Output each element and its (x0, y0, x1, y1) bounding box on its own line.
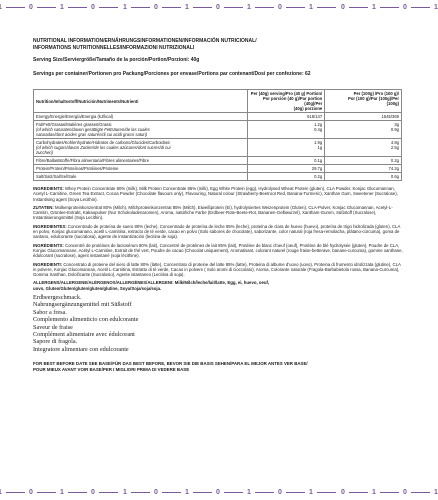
best-before-line-1: FOR BEST BEFORE DATE SEE BASE/FÜR DAS BEST BEFORE, BEVOR SIE DIE BASIS SEHEN/PARA EL MEJOR ANTES VER BASE/ (33, 361, 308, 367)
value: 0.1g (314, 158, 323, 163)
sub-value: 0.9g (390, 127, 399, 132)
band-divider (162, 7, 181, 8)
flavour-line: Integratore alimentare con edulcorante (33, 345, 129, 353)
nutrient-name (34, 173, 248, 181)
band-glyph: 0 (216, 489, 220, 496)
ingredients-es-label: INGREDIENTES: (33, 223, 67, 229)
band-glyph: 1 (372, 4, 376, 11)
band-divider (380, 492, 399, 493)
band-glyph: 0 (216, 4, 220, 11)
flavour-line: Saveur de fraise (33, 323, 73, 331)
band-divider (411, 7, 430, 8)
allergens-line-1: ALLERGENS/ALLERGENE/ALÉRGENOS/ALLERGÈNES/ALLERGENI: Milk/Milch/leche/lait/latte, Egg, ei, huevo, oeuf, (33, 280, 270, 286)
band-divider (6, 492, 25, 493)
header-per-serving-line-1: Per (40g) serving/Pro (40 g) Portion/ (250, 91, 323, 96)
band-glyph: 0 (91, 489, 95, 496)
band-glyph: 0 (341, 4, 345, 11)
band-glyph: 1 (60, 4, 64, 11)
band-glyph (0, 3, 2, 12)
band-glyph: 1 (372, 489, 376, 496)
ingredients-de (33, 205, 403, 221)
allergens (33, 280, 403, 291)
band-glyph: 1 (123, 4, 127, 11)
band-divider (286, 7, 305, 8)
nutrient-name (34, 157, 248, 165)
table-row (34, 139, 402, 157)
value: 0.2g (390, 158, 399, 163)
header-per-serving (248, 90, 325, 113)
bottom-band (0, 488, 436, 497)
per100-value (325, 121, 402, 139)
band-divider (317, 492, 336, 493)
nutrient-sub-label: saturadas/dont acides gras saturés/di cui acidi grassi saturi) (36, 132, 148, 137)
per100-value (325, 157, 402, 165)
band-glyph: 1 (123, 489, 127, 496)
band-glyph: 0 (341, 489, 345, 496)
band-glyph: 1 (434, 489, 438, 496)
value: 618/147 (307, 114, 323, 119)
band-divider (37, 7, 56, 8)
sub-value: 1g (317, 145, 323, 150)
ingredients-fr (33, 243, 403, 259)
nutrient-label: Protein/Protein/Proteínas/Protéines/Proteine (36, 166, 119, 171)
ingredients-it-label: INGREDIENTI: (33, 261, 63, 267)
flavour-line: Sabor a fresa. (33, 308, 67, 316)
value: 1.2g (314, 122, 323, 127)
band-divider (224, 492, 243, 493)
band-glyph: 0 (29, 4, 33, 11)
flavour-line: Complemento alimenticio con edulcorante (33, 316, 139, 324)
value: 0.6g (390, 174, 399, 179)
band-glyph (0, 488, 2, 497)
header-nutrient: Nutrition/Inhaltsstoff/Nutrición/Nutriments/Nutrienti (34, 90, 248, 113)
header-per-100g-line-2: Por (100 g)/Par (100g)/Per (348, 96, 399, 101)
band-glyph: 1 (434, 4, 438, 11)
band-divider (380, 7, 399, 8)
best-before-line-2: POUR MIEUX AVANT VOIR BASE/PER I MIGLIORI PRIMA DI VEDERE BASE (33, 366, 190, 372)
table-row (34, 157, 402, 165)
header-per-serving-line-3: (40g) porzione (293, 106, 323, 111)
band-divider (193, 492, 212, 493)
table-row (34, 165, 402, 173)
top-band (0, 3, 436, 12)
band-divider (255, 7, 274, 8)
flavour-line: Complément alimentaire avec édulcorant (33, 331, 135, 339)
value: 4.8g (390, 140, 399, 145)
band-glyph: 0 (278, 489, 282, 496)
ingredients-de-label: ZUTATEN: (33, 204, 54, 210)
nutrient-name (34, 165, 248, 173)
band-glyph: 1 (185, 4, 189, 11)
nutrient-sub-label: (of which saturates/davon gesättigte Fettsäuren/de las cuales (36, 127, 150, 132)
table-header-row (34, 90, 402, 113)
ingredients-en-text: Whey Protein Concentrate 80% (milk), Milk Protein Concentrate 85% (milk), Egg White Protein (egg), Hydrolysed Wheat Protein (gluten), CLA Powder, Konjac Glucomannan, Acetyl L-Carnitine, Green Tea Extract, Cocoa Powder (Chocolate flavours only), Flavouring, Natural colour (Strawberry-Beetroot Red, Banana-Turmeric), Xanthan Gum, Sweetener (Sucralose), Instantising agent (Soya Lecithin). (33, 186, 398, 202)
nutrient-name (34, 121, 248, 139)
value: 1545/369 (381, 114, 399, 119)
band-glyph: 0 (403, 489, 407, 496)
ingredients-en (33, 186, 403, 202)
band-glyph: 0 (403, 4, 407, 11)
band-divider (349, 7, 368, 8)
band-divider (349, 492, 368, 493)
ingredients-en-label: INGREDIENTS: (33, 186, 64, 191)
nutrient-sub-label: zuccheri) (36, 150, 53, 155)
value: 29.7g (311, 166, 323, 171)
value: 3g (394, 122, 399, 127)
heading-line-2: INFORMATIONS NUTRITIONNELLES/INFORMAZIONI NUTRIZIONALI (33, 44, 195, 51)
band-glyph: 0 (29, 489, 33, 496)
per100-value (325, 173, 402, 181)
ingredients-de-text: Molkenproteinkonzentrat 80% (Milch), Milchproteinkonzentrat 85% (Milch), Eiweißprotein (Ei), hydrolysiertes Weizenprotein (Gluten), CLA-Pulver, Konjac Glucomannan, Acetyl-L-Carnitin, Grüntee-Extrakt, Kakaopulver (Nur Schokoladenaromen), Aroma, natürliche Farbe (Erdbeer-Rote-Beete-Rot, Bananen-Gelbwurzel), Xantham-Gumm, Süßstoff (Sucralose), Instantisierungsmittel (Soja Lecithin). (33, 204, 393, 221)
value: 0.2g (314, 174, 323, 179)
value: 74.2g (388, 166, 399, 171)
band-divider (411, 492, 430, 493)
table-row (34, 113, 402, 121)
band-divider (286, 492, 305, 493)
nutrient-label: Fibre/Ballaststoffe/Fibra alimentaria/Fibres alimentaires/Fibre (36, 158, 150, 163)
sub-value: 2.5g (390, 145, 399, 150)
nutrient-name (34, 113, 248, 121)
band-divider (131, 492, 150, 493)
serving-size: Serving Size/Serviergröße/Tamaño de la porción/Portion/Porzioni: 40g (33, 57, 200, 63)
ingredients-fr-label: INGRÉDIENTS: (33, 242, 64, 248)
nutrient-name (34, 139, 248, 157)
band-divider (99, 492, 118, 493)
sub-value: 0.4g (314, 127, 323, 132)
band-glyph: 1 (247, 4, 251, 11)
band-divider (131, 7, 150, 8)
best-before-note (33, 361, 403, 372)
band-divider (68, 492, 87, 493)
band-divider (6, 7, 25, 8)
per100-value (325, 113, 402, 121)
band-divider (255, 492, 274, 493)
nutrition-table (33, 89, 402, 181)
serving-value (248, 113, 325, 121)
nutrient-sub-label: (of which sugars/davon Zucker/de los cuales azúcares/dont sucres/di cui (36, 145, 171, 150)
band-glyph: 0 (154, 4, 158, 11)
ingredients-it-text: Concentrato di proteine del siero di latte 80% (latte), Concentrato di proteine del latte 85% (latte), Proteina di albume d'uovo (uovo), Proteina di frumento idrolizzata (glutine), CLA in polvere, Konjac Glucomannan, Acetil L-Carnitina, Estratto di tè verde, Cacao in polvere ( Solo aromi di cioccolato), Aroma, Colorante naturale (Fragola-Barbabietola rossa, Banana-Curcuma), Gomma Xanthan, Dolcificante (Sucralosio), Agente istantaneo (Lecitina di soja). (33, 261, 401, 278)
header-per-100g (325, 90, 402, 113)
per100-value (325, 165, 402, 173)
band-divider (99, 7, 118, 8)
heading-line-1: NUTRITIONAL INFORMATION/ERNÄHRUNGSINFORMATIONEN/INFORMACIÓN NUTRICIONAL/ (33, 38, 257, 44)
band-glyph: 0 (154, 489, 158, 496)
nutrition-heading (33, 38, 403, 51)
ingredients-es-text: Concentrado de proteína de suero 80% (leche), Concentrado de proteína de leche 85% (leche), proteína de clara de huevo (huevo), proteína de trigo hidrolizada (gluten), CLA en polvo, Konjac glucomanano, acetil L-carnitina, extracto de té verde, cacao en polvo (Solo sabores de chocolate), saborizante, color natural (roja fresa-remolacha, plátano-cúrcuma), goma de xantano, edulcorante (sucralosa), agente de instantización (lecitina de soja). (33, 223, 401, 240)
serving-value (248, 139, 325, 157)
band-divider (193, 7, 212, 8)
table-row (34, 173, 402, 181)
ingredients-it (33, 262, 403, 278)
band-divider (162, 492, 181, 493)
allergens-line-2: uovo, Gluten/Gluten/gluten/gluten/glutine, Soya/Soja/soja/soja. (33, 285, 162, 291)
serving-value (248, 173, 325, 181)
nutrient-label: Carbohydrates/Kohlenhydrate/Hidratos de carbono/Glucides/Carboidrati (36, 140, 170, 145)
nutrient-label: Fat/Fett/Grasas/Matières grasses/Grassi (36, 122, 112, 127)
band-glyph: 0 (278, 4, 282, 11)
per100-value (325, 139, 402, 157)
header-per-100g-line-1: Per (100g) /Pro (100 g)/ (353, 91, 399, 96)
value: 1.9g (314, 140, 323, 145)
band-glyph: 1 (309, 4, 313, 11)
serving-value (248, 157, 325, 165)
header-per-serving-line-2: Por porción (40 g)/Par portion (40g)/Per (262, 96, 323, 106)
band-glyph: 1 (309, 489, 313, 496)
flavour-description (33, 294, 403, 353)
band-divider (317, 7, 336, 8)
band-divider (37, 492, 56, 493)
band-glyph: 1 (185, 489, 189, 496)
flavour-line: Nahrungsergänzungsmittel mit Süßstoff (33, 301, 132, 309)
flavour-line: Erdbeergeschmack. (33, 294, 82, 302)
ingredients-fr-text: Concentré de protéines de lactosérum 80% (lait), Concentré de protéines de lait 85% (lait), Protéine de blanc d'oeuf (oeuf), Protéine de blé hydrolysée (gluten), Poudre de CLA, Konjac Glucomannane, Acétyl L-Carnitine, Extrait de thé vert, Poudre de cacao (Chocolat uniquement), Aromatisant, colorant naturel (rouge fraise-betterave, banane-curcuma), gomme xanthane, édulcorant (sucralose), agent instantané (soja lécithine). (33, 242, 403, 259)
table-row (34, 121, 402, 139)
band-divider (224, 7, 243, 8)
band-glyph: 0 (91, 4, 95, 11)
ingredients-es (33, 224, 403, 240)
serving-value (248, 165, 325, 173)
label-content (33, 38, 403, 372)
nutrient-label: Energy/Energie/Energía/Energia (kJ/kcal) (36, 114, 114, 119)
header-per-100g-line-3: (100g) (386, 101, 399, 106)
servings-per-container: Servings per container/Portionen pro Packung/Porciones por envase/Portions par contenant/Dosi per confezione: 62 (33, 70, 311, 77)
band-glyph: 1 (60, 489, 64, 496)
serving-value (248, 121, 325, 139)
band-divider (68, 7, 87, 8)
band-glyph: 1 (247, 489, 251, 496)
nutrient-label: Salt/Salz/Sal/Sel/Sale (36, 174, 77, 179)
flavour-line: Sapore di fragola. (33, 338, 78, 346)
